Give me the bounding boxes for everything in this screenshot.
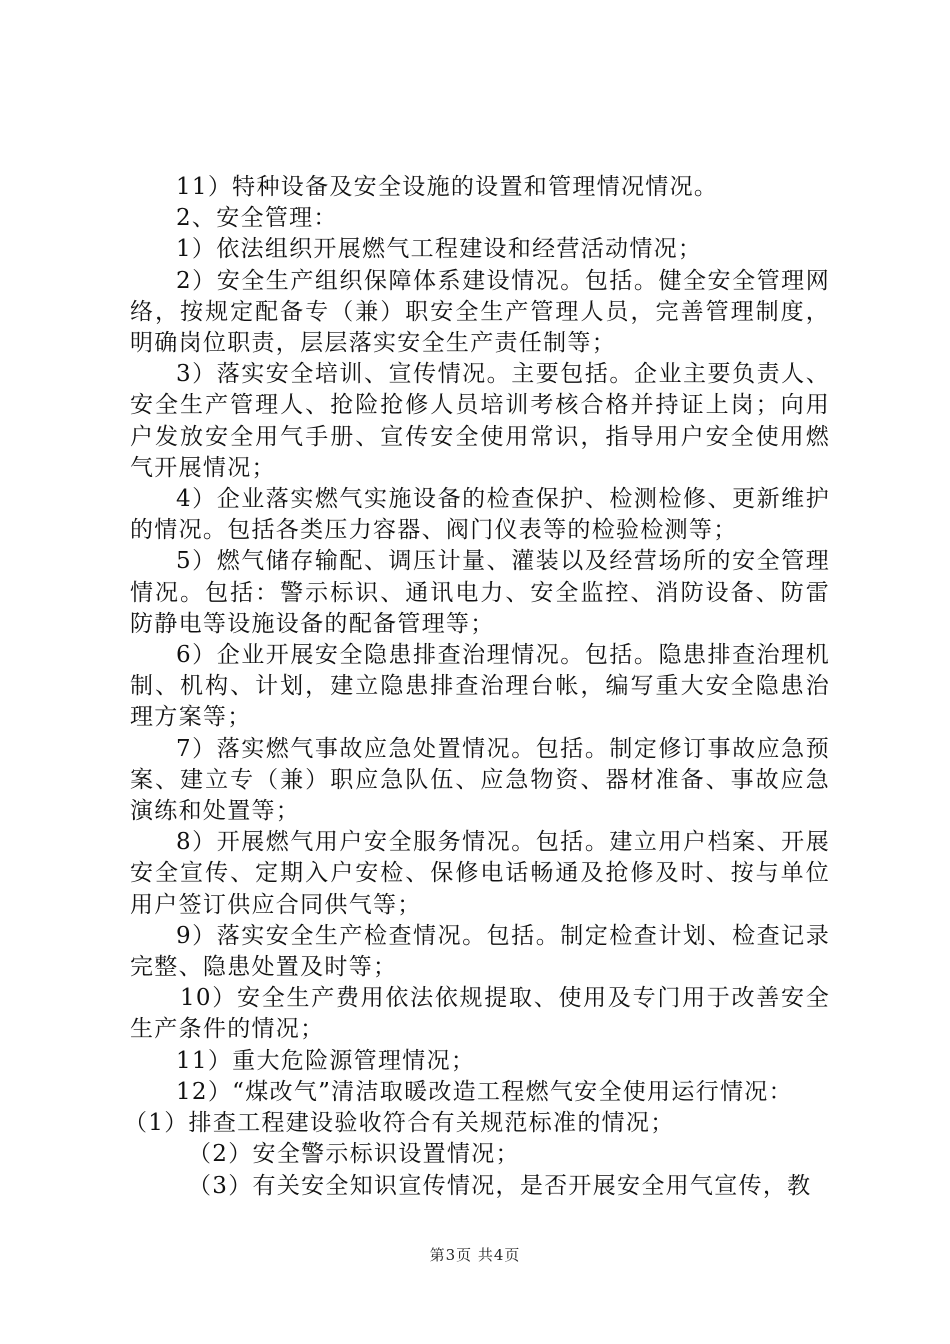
paragraph-item-3: 3）落实安全培训、宣传情况。主要包括。企业主要负责人、安全生产管理人、抢险抢修人员培训考核合格并持证上岗；向用户发放安全用气手册、宣传安全使用常识，指导用户安全使用燃气开展情况； <box>130 361 830 481</box>
document-body <box>124 172 830 1202</box>
paragraph-item-10: 10）安全生产费用依法依规提取、使用及专门用于改善安全生产条件的情况； <box>130 985 830 1043</box>
sub-item-2: （2）安全警示标识设置情况； <box>188 1141 520 1168</box>
paragraph-item-6: 6）企业开展安全隐患排查治理情况。包括。隐患排查治理机制、机构、计划，建立隐患排查治理台帐，编写重大安全隐患治理方案等； <box>130 642 830 731</box>
paragraph-item-4: 4）企业落实燃气实施设备的检查保护、检测检修、更新维护的情况。包括各类压力容器、阀门仪表等的检验检测等； <box>130 486 830 544</box>
paragraph-item-12: 12）“煤改气”清洁取暖改造工程燃气安全使用运行情况： <box>176 1078 793 1105</box>
sub-item-3: （3）有关安全知识宣传情况，是否开展安全用气宣传，教 <box>188 1172 812 1199</box>
paragraph-item-5: 5）燃气储存输配、调压计量、灌装以及经营场所的安全管理情况。包括：警示标识、通讯电力、安全监控、消防设备、防雷防静电等设施设备的配备管理等； <box>130 548 830 637</box>
page-number-footer: 第3页 共4页 <box>429 1246 521 1264</box>
paragraph-item-9: 9）落实安全生产检查情况。包括。制定检查计划、检查记录完整、隐患处置及时等； <box>130 922 830 981</box>
paragraph-item-1: 1）依法组织开展燃气工程建设和经营活动情况； <box>176 236 703 263</box>
paragraph-item-11: 11）重大危险源管理情况； <box>176 1047 476 1074</box>
heading-safety-management: 2、安全管理： <box>176 205 338 232</box>
paragraph-special-equipment: 11）特种设备及安全设施的设置和管理情况情况。 <box>176 174 719 200</box>
paragraph-item-2: 2）安全生产组织保障体系建设情况。包括。健全安全管理网络，按规定配备专（兼）职安全生产管理人员，完善管理制度，明确岗位职责，层层落实安全生产责任制等； <box>130 267 830 357</box>
sub-item-1: （1）排查工程建设验收符合有关规范标准的情况； <box>124 1110 675 1137</box>
paragraph-item-7: 7）落实燃气事故应急处置情况。包括。制定修订事故应急预案、建立专（兼）职应急队伍、应急物资、器材准备、事故应急演练和处置等； <box>130 735 830 825</box>
paragraph-item-8: 8）开展燃气用户安全服务情况。包括。建立用户档案、开展安全宣传、定期入户安检、保修电话畅通及抢修及时、按与单位用户签订供应合同供气等； <box>130 829 830 918</box>
